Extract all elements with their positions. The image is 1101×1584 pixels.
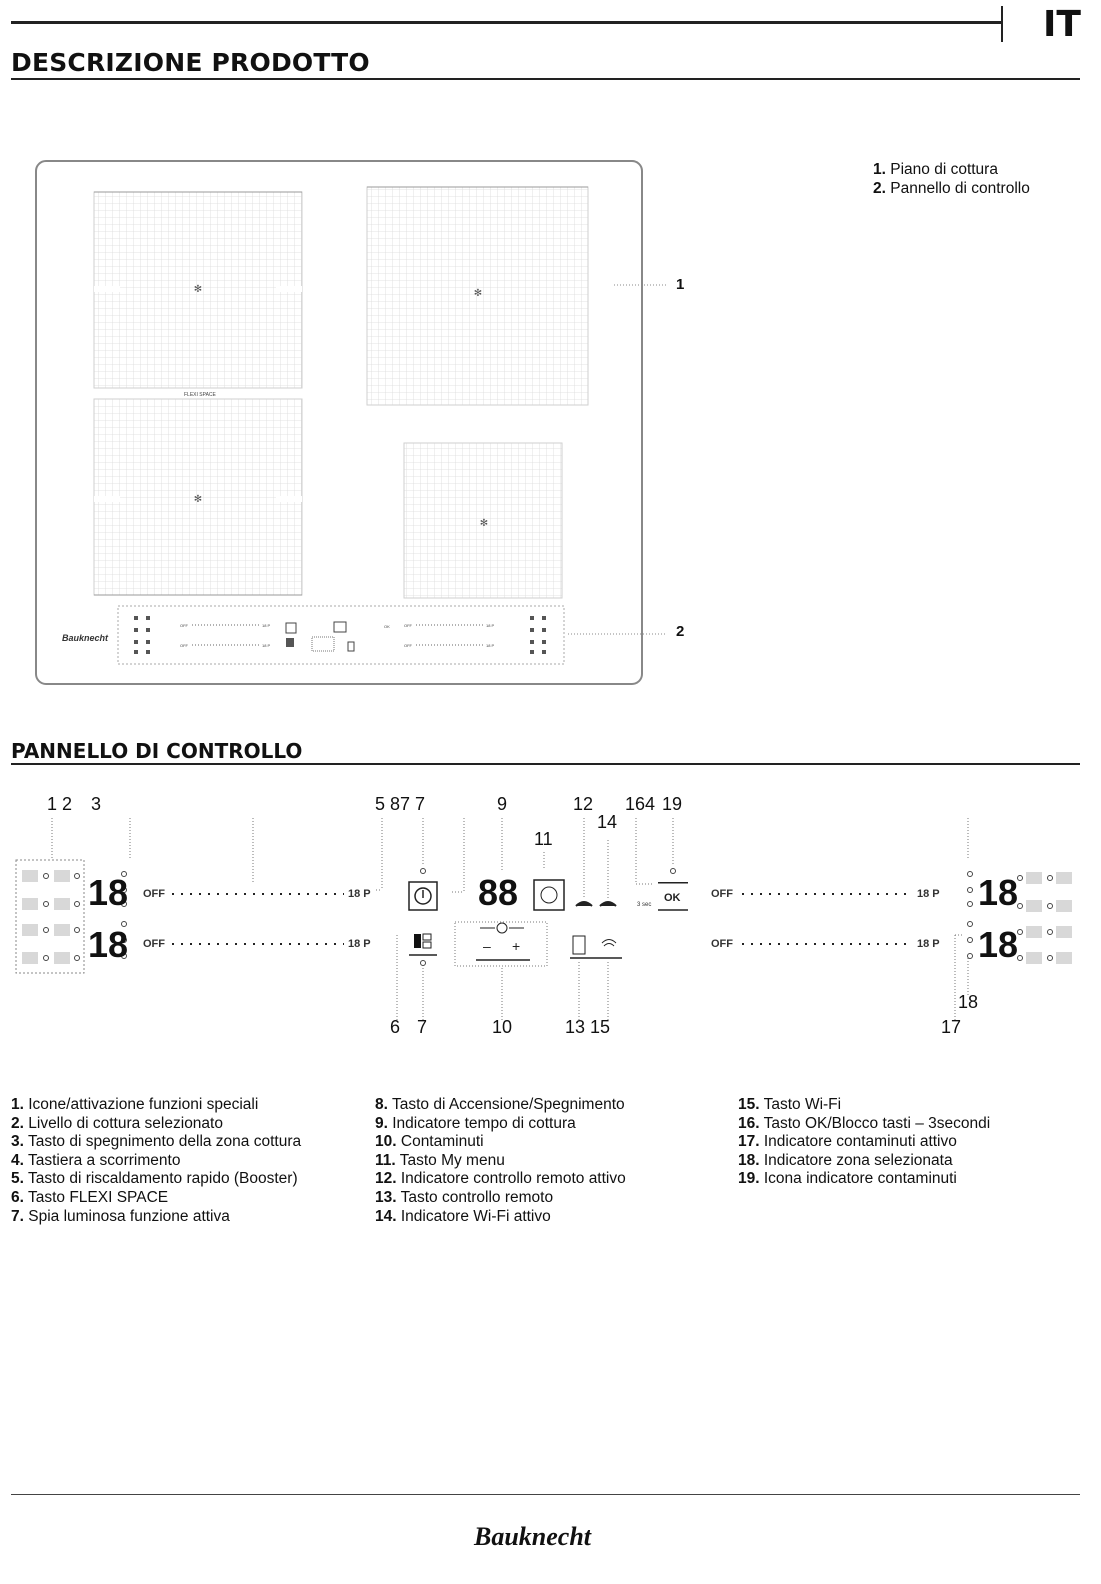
legend-item: 7. Spia luminosa funzione attiva [11,1207,230,1225]
remote-active-indicator [576,902,592,906]
legend-item: 6. Tasto FLEXI SPACE [11,1188,169,1206]
cooking-level-digits-right-bottom: 18 [978,924,1019,965]
svg-text:✻: ✻ [473,288,483,299]
slider-off-right-top: OFF [711,888,733,900]
legend-item: 15. Tasto Wi-Fi [738,1096,842,1113]
slider-off-right-bottom: OFF [711,938,733,950]
legend-item: 19. Icona indicatore contaminuti [738,1170,957,1188]
slider-off-left-bottom: OFF [143,938,165,950]
callout-1: 1 [676,276,685,293]
slider-max-right-top: 18 P [917,888,940,900]
legend-item: 16. Tasto OK/Blocco tasti – 3secondi [738,1114,991,1132]
legend-item: 9. Indicatore tempo di cottura [375,1114,576,1132]
svg-text:✻: ✻ [479,518,489,529]
label-19: 19 [662,794,683,814]
mini-control-panel [118,606,564,664]
timer-plus: + [512,938,521,954]
header-rule-top [11,21,1001,24]
brand-logo: Bauknecht [474,1522,592,1551]
cooking-time-digits: 88 [478,872,519,913]
svg-text:18 P: 18 P [262,623,271,628]
callout-2: 2 [676,623,685,640]
slider-max-left-top: 18 P [348,888,371,900]
label-7: 7 [417,1017,428,1037]
legend-item: 3. Tasto di spegnimento della zona cottura [11,1133,302,1151]
remote-control-button [573,936,585,954]
legend-item: 11. Tasto My menu [375,1151,505,1169]
legend-item: 8. Tasto di Accensione/Spegnimento [375,1096,625,1113]
mini-brand: Bauknecht [62,633,109,643]
page-title: DESCRIZIONE PRODOTTO [11,48,370,77]
svg-text:18 P: 18 P [262,643,271,648]
label-17: 17 [941,1017,962,1037]
legend-column-3 [738,1096,990,1189]
svg-text:18 P: 18 P [486,623,495,628]
cooking-level-digits-right-top: 18 [978,872,1019,913]
timer-minus: – [483,938,491,954]
product-legend [873,161,1030,198]
language-code: IT [1043,4,1081,45]
slider-max-left-bottom: 18 P [348,938,371,950]
legend-item: 13. Tasto controllo remoto [375,1188,554,1206]
label-16-4: 164 [625,794,656,814]
label-5-8: 5 8 [375,794,401,814]
title-rule [11,78,1080,80]
label-1-2: 1 2 [47,794,73,814]
control-panel-diagram [0,810,1101,1030]
label-3: 3 [91,794,102,814]
legend-item: 12. Indicatore controllo remoto attivo [375,1170,626,1188]
svg-text:✻: ✻ [193,494,203,505]
label-6: 6 [390,1017,401,1037]
footer-rule [11,1494,1080,1495]
legend-item: 17. Indicatore contaminuti attivo [738,1133,957,1151]
legend-item: 4. Tastiera a scorrimento [11,1151,181,1169]
label-10: 10 [492,1017,513,1037]
legend-item: 18. Indicatore zona selezionata [738,1151,953,1169]
legend-item: 10. Contaminuti [375,1133,484,1151]
svg-text:OFF: OFF [180,643,188,648]
legend-column-2 [375,1096,626,1226]
wifi-icon [602,940,616,947]
cooking-level-digits-left-bottom: 18 [88,924,129,965]
flexi-space-mini-label: FLEXI SPACE [184,392,216,398]
svg-text:OFF: OFF [404,623,412,628]
product-legend-item: 2. Pannello di controllo [873,179,1030,197]
label-7-7: 7 7 [400,794,426,814]
ok-button: OK [664,892,681,904]
legend-item: 14. Indicatore Wi-Fi attivo [375,1207,551,1225]
svg-text:18 P: 18 P [486,643,495,648]
legend-item: 2. Livello di cottura selezionato [11,1114,223,1132]
label-18: 18 [958,992,979,1012]
hob-illustration [0,140,720,700]
three-sec-label: 3 sec [637,902,652,908]
legend-item: 5. Tasto di riscaldamento rapido (Booster) [11,1170,298,1188]
product-legend-item: 1. Piano di cottura [873,161,998,178]
cooking-level-digits-left-top: 18 [88,872,129,913]
label-13-15: 13 15 [565,1017,611,1037]
label-9: 9 [497,794,508,814]
svg-text:✻: ✻ [193,284,203,295]
section-title-panel: PANNELLO DI CONTROLLO [11,739,303,763]
section-rule [11,763,1080,765]
svg-text:OK: OK [384,624,390,629]
svg-text:OFF: OFF [180,623,188,628]
flexi-space-button [414,934,421,948]
header-rule-divider [1001,6,1003,42]
label-12: 12 [573,794,594,814]
label-11: 11 [534,829,553,849]
slider-off-left-top: OFF [143,888,165,900]
legend-item: 1. Icone/attivazione funzioni speciali [11,1096,259,1113]
svg-text:OFF: OFF [404,643,412,648]
slider-max-right-bottom: 18 P [917,938,940,950]
my-menu-button [534,880,564,910]
label-14: 14 [597,812,618,832]
legend-column-1 [11,1096,301,1226]
wifi-active-indicator [600,902,616,906]
